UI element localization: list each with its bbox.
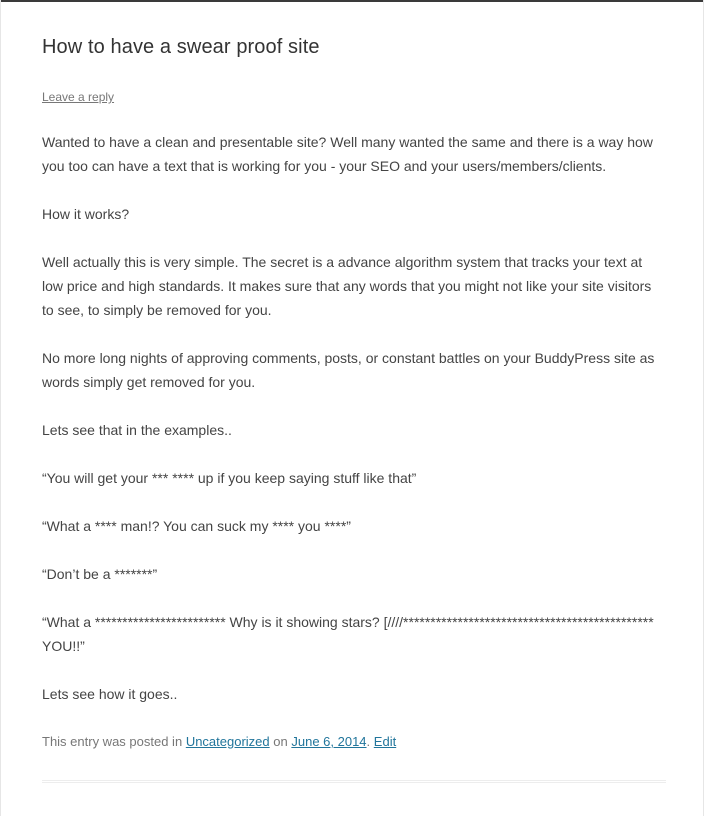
paragraph-example-1: “You will get your *** **** up if you keep saying stuff like that”	[42, 470, 417, 486]
post-article	[42, 34, 666, 754]
paragraph-example-4: “What a ************************ Why is it showing stars? [////********************************************** YOU!!”	[42, 614, 654, 654]
post-content	[42, 130, 666, 706]
paragraph-example-3: “Don’t be a *******”	[42, 566, 158, 582]
paragraph-closing: Lets see how it goes..	[42, 686, 178, 702]
meta-on: on	[273, 734, 288, 749]
paragraph-example-2: “What a **** man!? You can suck my **** you ****”	[42, 518, 351, 534]
meta-prefix: This entry was posted in	[42, 734, 183, 749]
category-link[interactable]: Uncategorized	[185, 734, 270, 749]
paragraph-explanation: Well actually this is very simple. The secret is a advance algorithm system that tracks your text at low price and high standards. It makes sure that any words that you might not like your site visitors to see, to simply be removed for you.	[42, 254, 652, 318]
leave-reply-link[interactable]: Leave a reply	[42, 90, 115, 104]
post-title[interactable]: How to have a swear proof site	[42, 36, 320, 58]
entry-meta	[42, 730, 666, 754]
paragraph-no-more-nights: No more long nights of approving comments, posts, or constant battles on your BuddyPress site as words simply get removed for you.	[42, 350, 655, 390]
meta-period: .	[366, 734, 371, 749]
paragraph-how-it-works: How it works?	[42, 206, 130, 222]
left-border	[0, 0, 1, 816]
date-link[interactable]: June 6, 2014	[291, 734, 367, 749]
edit-link[interactable]: Edit	[373, 734, 397, 749]
paragraph-intro: Wanted to have a clean and presentable site? Well many wanted the same and there is a way how you too can have a text that is working for you - your SEO and your users/members/clients.	[42, 134, 653, 174]
paragraph-examples-intro: Lets see that in the examples..	[42, 422, 232, 438]
top-border	[0, 0, 704, 2]
post-separator	[42, 780, 666, 783]
